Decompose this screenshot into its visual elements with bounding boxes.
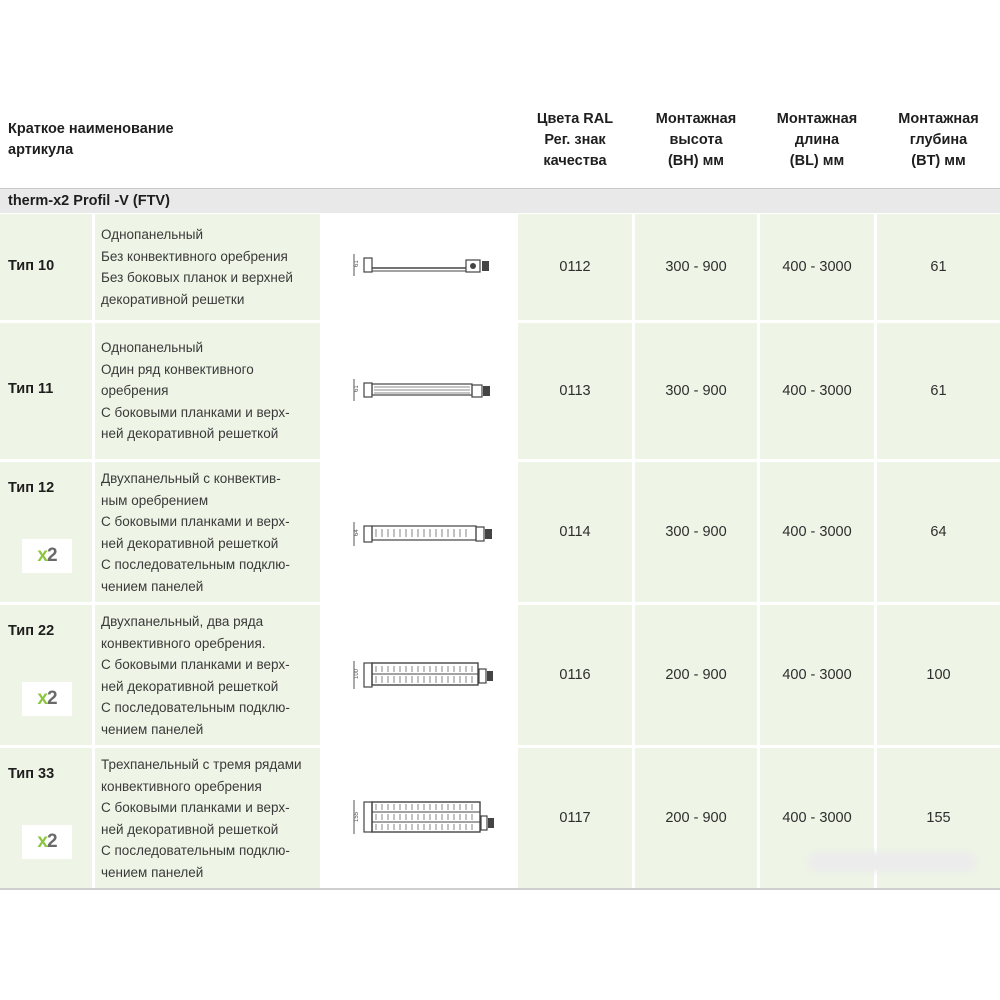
height-cell: [635, 748, 757, 888]
depth-label: 100: [354, 668, 360, 679]
header-mounting-height: Монтажная высота (BH) мм: [655, 110, 737, 169]
depth-label: 64: [354, 529, 360, 536]
ral-cell: [518, 605, 632, 745]
ral-value: 0113: [559, 383, 591, 399]
type-cell: [0, 462, 92, 602]
type-label: Тип 33: [8, 766, 55, 782]
table-row: [0, 323, 1000, 459]
radiator-profile-drawing: [348, 796, 498, 838]
table-row: [0, 214, 1000, 320]
table-header: [0, 92, 1000, 188]
description-text: Однопанельный Без конвективного оребрения Без боковых планок и верхней декоративной решетки: [101, 227, 293, 307]
length-value: 400 - 3000: [782, 524, 852, 540]
length-value: 400 - 3000: [782, 259, 852, 275]
height-cell: [635, 605, 757, 745]
ral-cell: [518, 462, 632, 602]
type-label: Тип 12: [8, 480, 55, 496]
description-text: Двухпанельный, два ряда конвективного оребрения. С боковыми планками и верх- ней декоративной решеткой С последовательным подклю- чением панелей: [101, 614, 290, 737]
depth-value: 61: [930, 259, 947, 275]
radiator-profile-drawing: [348, 657, 498, 693]
table-row: [0, 462, 1000, 602]
length-cell: [760, 605, 874, 745]
type-cell: [0, 605, 92, 745]
type-cell: [0, 214, 92, 320]
height-cell: [635, 214, 757, 320]
profile-drawing-cell: [323, 323, 515, 459]
blurred-watermark: [808, 852, 976, 872]
depth-label: 61: [354, 260, 360, 267]
description-text: Двухпанельный с конвектив- ным оребрением С боковыми планками и верх- ней декоративной решеткой С последовательным подклю- чением панелей: [101, 471, 290, 594]
table-bottom-divider: [0, 888, 1000, 890]
length-value: 400 - 3000: [782, 667, 852, 683]
profile-drawing-cell: [323, 214, 515, 320]
table-row: [0, 605, 1000, 745]
depth-label: 155: [354, 811, 360, 822]
depth-value: 61: [930, 383, 947, 399]
height-value: 300 - 900: [665, 524, 727, 540]
height-cell: [635, 462, 757, 602]
depth-cell: [877, 462, 1000, 602]
profile-drawing-cell: [323, 748, 515, 888]
header-mounting-depth: Монтажная глубина (BT) мм: [898, 110, 979, 169]
depth-value: 155: [926, 810, 951, 826]
radiator-profile-drawing: [348, 250, 498, 280]
radiator-profile-drawing: [348, 518, 498, 550]
ral-value: 0116: [559, 667, 591, 683]
height-value: 300 - 900: [665, 259, 727, 275]
length-cell: [760, 323, 874, 459]
height-value: 200 - 900: [665, 667, 727, 683]
height-value: 200 - 900: [665, 810, 727, 826]
length-value: 400 - 3000: [782, 383, 852, 399]
height-value: 300 - 900: [665, 383, 727, 399]
header-name: Краткое наименование артикула: [8, 121, 174, 158]
depth-value: 100: [926, 667, 951, 683]
description-cell: [95, 214, 320, 320]
description-cell: [95, 605, 320, 745]
ral-value: 0112: [559, 259, 591, 275]
length-value: 400 - 3000: [782, 810, 852, 826]
x2-logo-icon: x 2: [22, 539, 72, 573]
depth-value: 64: [930, 524, 947, 540]
group-title: therm-x2 Profil -V (FTV): [8, 193, 170, 209]
description-cell: [95, 462, 320, 602]
group-title-row: [0, 188, 1000, 213]
x2-logo-icon: x 2: [22, 682, 72, 716]
height-cell: [635, 323, 757, 459]
header-ral: Цвета RAL Рег. знак качества: [536, 110, 614, 169]
ral-value: 0117: [559, 810, 591, 826]
length-cell: [760, 462, 874, 602]
ral-cell: [518, 323, 632, 459]
description-cell: [95, 748, 320, 888]
type-label: Тип 22: [8, 623, 55, 639]
profile-drawing-cell: [323, 605, 515, 745]
header-mounting-length: Монтажная длина (BL) мм: [776, 110, 858, 169]
description-text: Трехпанельный с тремя рядами конвективного оребрения С боковыми планками и верх- ней декоративной решеткой С последовательным подклю- чением панелей: [101, 757, 302, 880]
type-cell: [0, 323, 92, 459]
type-cell: [0, 748, 92, 888]
description-cell: [95, 323, 320, 459]
radiator-profile-drawing: [348, 375, 498, 405]
ral-cell: [518, 748, 632, 888]
ral-value: 0114: [559, 524, 591, 540]
type-label: Тип 10: [8, 258, 55, 274]
ral-cell: [518, 214, 632, 320]
depth-label: 61: [354, 385, 360, 392]
depth-cell: [877, 214, 1000, 320]
length-cell: [760, 214, 874, 320]
profile-drawing-cell: [323, 462, 515, 602]
depth-cell: [877, 323, 1000, 459]
depth-cell: [877, 605, 1000, 745]
x2-logo-icon: x 2: [22, 825, 72, 859]
type-label: Тип 11: [8, 381, 54, 397]
description-text: Однопанельный Один ряд конвективного оребрения С боковыми планками и верх- ней декоративной решеткой: [101, 340, 290, 441]
